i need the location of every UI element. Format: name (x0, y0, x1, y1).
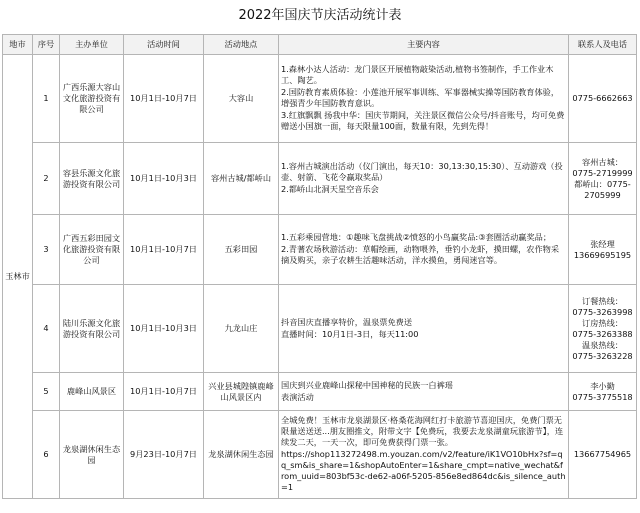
content-cell (279, 285, 569, 373)
place-cell: 五彩田园 (204, 215, 279, 285)
content-line: 抖音国庆直播享特价，温泉票免费送 (281, 316, 413, 327)
place-cell: 兴业县城隍镇鹿峰山风景区内 (204, 373, 279, 411)
header-city: 地市 (3, 35, 33, 55)
content-cell (279, 411, 569, 499)
content-line: 1.森林小达人活动：龙门景区开展植物敲染活动,植物书签制作，手工作业木工、陶艺。 (281, 64, 554, 85)
content-line: 2.国防教育素质体验：小莲池开展军事训练、军事器械实操等国防教育体验，增强青少年国防教育意识。 (281, 87, 560, 108)
content-cell (279, 55, 569, 143)
contact-cell: 0775-6662663 (569, 55, 637, 143)
header-no: 序号 (33, 35, 60, 55)
row-no: 6 (33, 411, 60, 499)
time-cell: 10月1日-10月3日 (124, 285, 204, 373)
header-row (3, 35, 637, 55)
activity-table (2, 34, 637, 499)
row-no: 4 (33, 285, 60, 373)
content-line: 1.容州古城演出活动（仪门演出，每天10：30,13:30,15:30）、互动游戏（投壶、射箭、飞花令赢取奖品） (281, 161, 563, 182)
row-no: 2 (33, 143, 60, 215)
content-line: 1.五彩乘园营地：①趣味飞盘挑战②愤怒的小鸟赢奖品:③套圈活动赢奖品； (281, 232, 552, 242)
org-cell: 鹿峰山风景区 (60, 373, 124, 411)
contact-cell: 容州古城：0775-2719999 都峤山：0775-2705999 (569, 143, 637, 215)
place-cell: 容州古城/都峤山 (204, 143, 279, 215)
contact-cell: 李小勤 0775-3775518 (569, 373, 637, 411)
org-cell: 龙泉湖休闲生态园 (60, 411, 124, 499)
content-cell (279, 215, 569, 285)
table-row (3, 411, 637, 499)
content-line: 2.青蓍农场秋游活动：草帽绘画，动物喂养，垂钓小龙虾，摸田螺，农作物采摘及购买，亲子农耕生活趣味活动，洋水摸鱼，勇闯迷宫等。 (281, 244, 560, 265)
table-row (3, 143, 637, 215)
org-cell: 广西五彩田园文化旅游投资有限公司 (60, 215, 124, 285)
place-cell: 大容山 (204, 55, 279, 143)
table-row (3, 215, 637, 285)
header-time: 活动时间 (124, 35, 204, 55)
time-cell: 10月1日-10月7日 (124, 215, 204, 285)
city-cell: 玉林市 (3, 55, 33, 499)
contact-cell: 订餐热线：0775-3263998 订房热线：0775-3263388 温泉热线：0775-3263228 (569, 285, 637, 373)
content-line: 3.红旗飘飘 扬我中华：国庆节期间，关注景区微信公众号/抖音账号，均可免费赠送小国旗一面，每天限量100面，数量有限，先到先得！ (281, 110, 565, 131)
table-row (3, 373, 637, 411)
row-no: 3 (33, 215, 60, 285)
header-content: 主要内容 (279, 35, 569, 55)
time-cell: 10月1日-10月3日 (124, 143, 204, 215)
content-link[interactable]: https://shop113272498.m.youzan.com/v2/feature/iK1VO10bHx?sf=qq_sm&is_share=1&shopAutoEnter=1&share_cmpt=native_wechat&from_uuid=803bf53c-de62-a06f-5205-856e8ed864dc&is_silence_auth=1 (281, 449, 566, 492)
page-title: 2022年国庆节庆活动统计表 (238, 8, 402, 23)
org-cell: 广西乐源大容山文化旅游投资有限公司 (60, 55, 124, 143)
header-contact: 联系人及电话 (569, 35, 637, 55)
content-line: 2.都峤山北洞天星空音乐会 (281, 184, 379, 194)
content-cell (279, 373, 569, 411)
content-line: 表演活动 (281, 391, 314, 402)
place-cell: 龙泉湖休闲生态园 (204, 411, 279, 499)
contact-cell: 张经理 13669695195 (569, 215, 637, 285)
content-line: 直播时间：10月1日-3日，每天11:00 (281, 328, 419, 339)
row-no: 5 (33, 373, 60, 411)
contact-cell: 13667754965 (569, 411, 637, 499)
content-line: 国庆到兴业鹿峰山探秘中国神秘的民族一白裤瑶 (281, 379, 453, 390)
time-cell: 9月23日-10月7日 (124, 411, 204, 499)
time-cell: 10月1日-10月7日 (124, 373, 204, 411)
place-cell: 九龙山庄 (204, 285, 279, 373)
org-cell: 容县乐源文化旅游投资有限公司 (60, 143, 124, 215)
row-no: 1 (33, 55, 60, 143)
content-cell (279, 143, 569, 215)
content-line: 全城免费！玉林市龙泉湖景区·格桑花海网红打卡旅游节喜迎国庆，免费门票无限量送送送...朋友圈推文，附带文字【免费玩，我要去龙泉湖童玩旅游节】，连续发二天，一天一次，即可免费获得门票一张。 (281, 415, 564, 447)
org-cell: 陆川乐源文化旅游投资有限公司 (60, 285, 124, 373)
header-org: 主办单位 (60, 35, 124, 55)
table-row (3, 55, 637, 143)
table-row (3, 285, 637, 373)
header-place: 活动地点 (204, 35, 279, 55)
time-cell: 10月1日-10月7日 (124, 55, 204, 143)
